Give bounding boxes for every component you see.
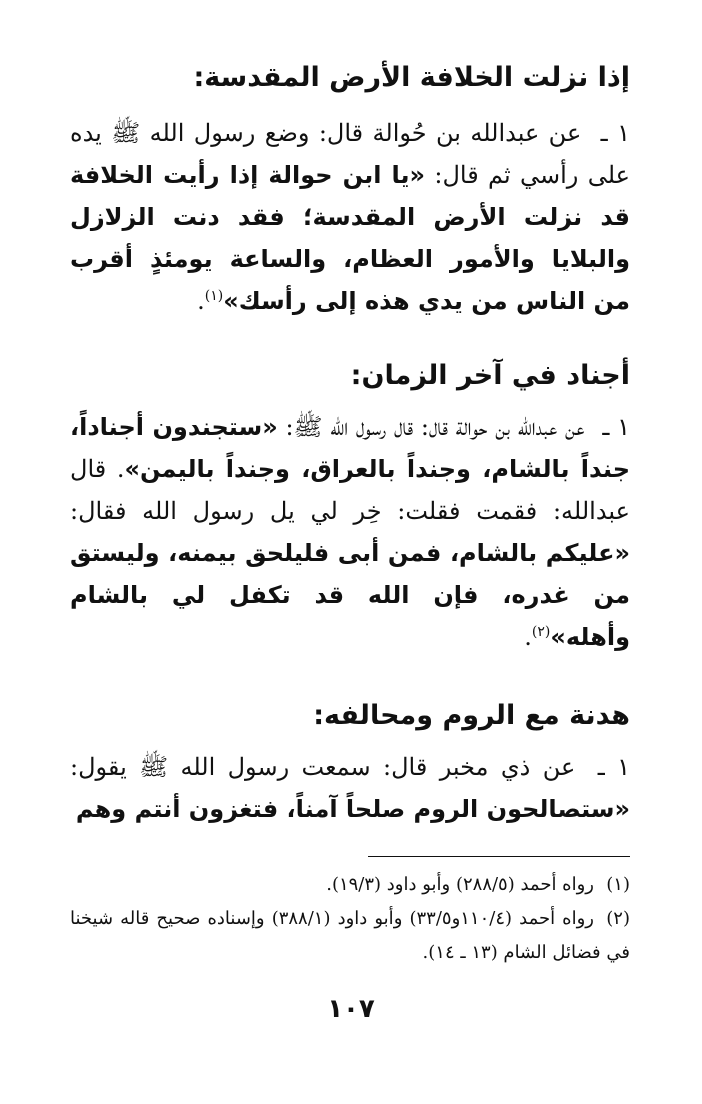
hadith-quote: «عليكم بالشام، فمن أبى فليلحق بيمنه، وليستق من غدره، فإن الله قد تكفل لي بالشام وأهله»	[70, 539, 630, 651]
footnote-item	[70, 868, 630, 902]
hadith-narration: عن عبدالله بن حُوالة قال: وضع رسول الله ﷺ يده على رأسي ثم قال:	[70, 119, 630, 189]
hadith-narration: . قال عبدالله: فقمت فقلت: خِر لي يل رسول الله فقال:	[70, 455, 630, 525]
hadith-quote: «ستصالحون الروم صلحاً آمناً، فتغزون أنتم وهم	[75, 795, 630, 823]
hadith-quote: «يا ابن حوالة إذا رأيت الخلافة قد نزلت الأرض المقدسة؛ فقد دنت الزلازل والبلايا والأمور العظام، والساعة يومئذٍ أقرب من الناس من يدي هذه إلى رأسك»	[70, 161, 630, 315]
hadith-paragraph	[70, 746, 630, 830]
footnote-ref: (١)	[204, 288, 224, 304]
page-number: ١٠٧	[327, 994, 375, 1024]
section-heading: أجناد في آخر الزمان:	[350, 360, 630, 391]
footnote-number: (١)	[606, 874, 630, 895]
punctuation: .	[524, 623, 532, 651]
punctuation: .	[197, 287, 205, 315]
section-heading: إذا نزلت الخلافة الأرض المقدسة:	[193, 62, 630, 93]
section-caliphate	[70, 56, 630, 322]
hadith-narration: عن عبدالله بن حوالة قال: قال رسول الله ﷺ:	[285, 413, 585, 441]
footnote-divider	[368, 856, 630, 857]
hadith-quote: «ستجندون أجناداً، جنداً بالشام، وجنداً بالعراق، وجنداً باليمن»	[70, 413, 630, 483]
section-truce	[70, 694, 630, 830]
hadith-number: ١ ـ	[597, 753, 630, 781]
hadith-number: ١ ـ	[602, 413, 630, 441]
footnote-text: رواه أحمد (١١٠/٤و٣٣/٥) وأبو داود (٣٨٨/١) وإسناده صحيح قاله شيخنا في فضائل الشام (١٣ ـ ١٤).	[70, 908, 630, 963]
footnote-number: (٢)	[606, 908, 630, 929]
footnote-ref: (٢)	[531, 624, 551, 640]
section-heading: هدنة مع الروم ومحالفه:	[313, 700, 630, 731]
hadith-narration: عن ذي مخبر قال: سمعت رسول الله ﷺ يقول:	[70, 753, 576, 781]
footnote-text: رواه أحمد (٢٨٨/٥) وأبو داود (١٩/٣).	[326, 874, 594, 895]
hadith-number: ١ ـ	[600, 119, 630, 147]
footnotes	[70, 868, 630, 970]
section-armies	[70, 354, 630, 658]
footnote-item	[70, 902, 630, 970]
hadith-paragraph	[70, 112, 630, 322]
hadith-paragraph	[70, 406, 630, 658]
